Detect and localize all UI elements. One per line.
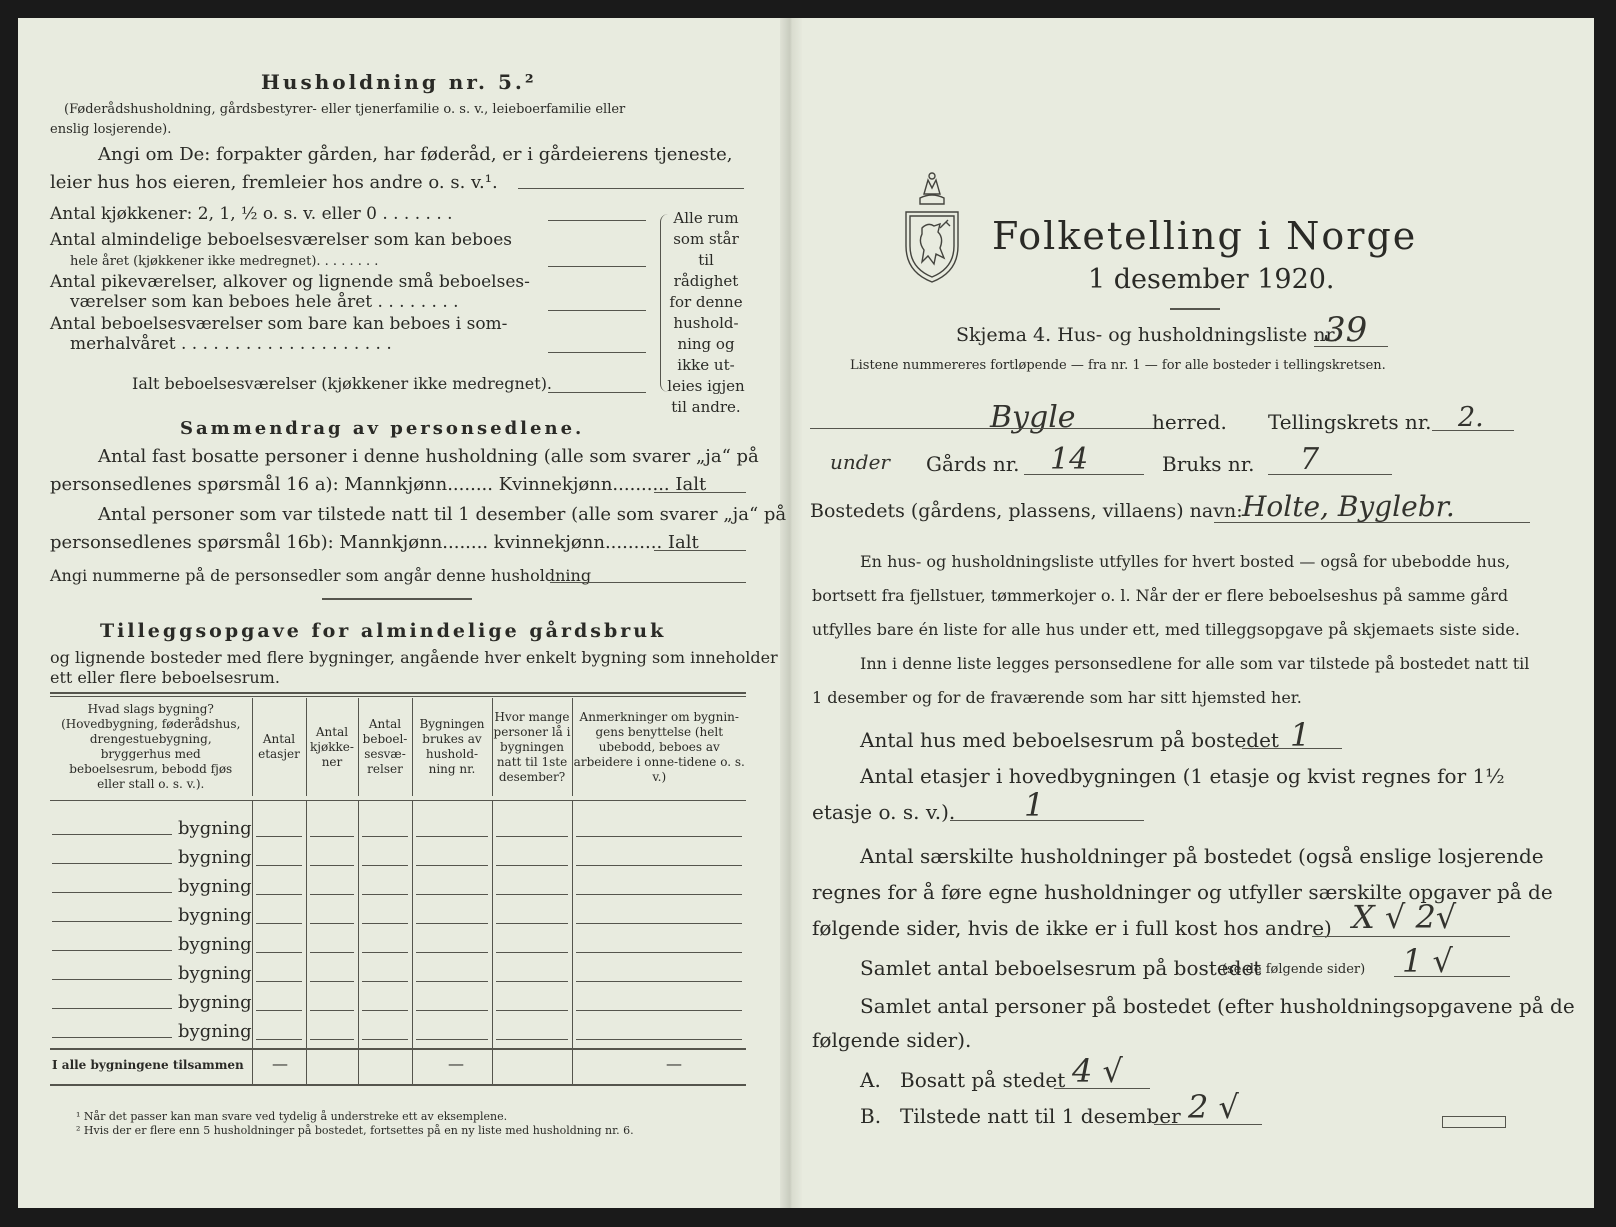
angi-line-1: Angi om De: forpakter gården, har føderåd, er i gårdeierens tjeneste,	[98, 144, 733, 165]
q-sommer-2: merhalvåret . . . . . . . . . . . . . . . . . . . .	[70, 334, 392, 354]
a-line	[1054, 1088, 1150, 1089]
total-dash-husholdning: —	[448, 1054, 464, 1073]
skjema-number: 39	[1324, 310, 1368, 350]
brace-note-line: Alle rum	[673, 209, 739, 227]
q-hus-value: 1	[1290, 716, 1311, 754]
building-row-label: bygning	[178, 818, 252, 839]
brace-note-line: rådighet	[673, 272, 739, 290]
building-row-cell-line	[416, 923, 488, 924]
table-column-divider	[572, 800, 573, 1084]
q-sommer-1: Antal beboelsesværelser som bare kan beboes i som-	[50, 314, 508, 334]
household-title: Husholdning nr. 5.²	[261, 70, 537, 94]
tillegg-line-2: ett eller flere beboelsesrum.	[50, 668, 280, 687]
angi-line-2: leier hus hos eieren, fremleier hos andre o. s. v.¹.	[50, 172, 498, 193]
building-row-cell-line	[416, 1039, 488, 1040]
total-bottom-rule	[50, 1084, 746, 1086]
building-row-cell-line	[496, 952, 568, 953]
building-row-cell-line	[362, 865, 408, 866]
q-etasjer-2: etasje o. s. v.).	[812, 800, 956, 824]
building-row-cell-line	[256, 981, 302, 982]
building-row-cell-line	[310, 894, 354, 895]
total-dash-etasjer: —	[272, 1054, 288, 1073]
table-top-rule-2	[50, 696, 746, 697]
building-row-cell-line	[496, 981, 568, 982]
q-etasjer-line	[950, 820, 1144, 821]
building-row-entry-line	[52, 979, 172, 980]
tellingskrets-value: 2.	[1458, 402, 1484, 433]
building-row-cell-line	[576, 1010, 742, 1011]
table-column-divider	[492, 800, 493, 1084]
q-samlet-rum-value: 1 √	[1402, 942, 1453, 980]
tillegg-title: Tilleggsopgave for almindelige gårdsbruk	[100, 620, 667, 642]
building-row-cell-line	[416, 894, 488, 895]
brace-note-line: til andre.	[671, 398, 741, 416]
header-beboelsesvaerelser: Antal beboel-sesvæ-relser	[358, 698, 412, 796]
building-row-label: bygning	[178, 876, 252, 897]
building-row-cell-line	[496, 1010, 568, 1011]
building-row-cell-line	[496, 923, 568, 924]
b-value: 2 √	[1188, 1088, 1239, 1126]
b-label: B.	[860, 1104, 882, 1128]
building-row-label: bygning	[178, 934, 252, 955]
building-row-cell-line	[256, 865, 302, 866]
building-row-cell-line	[496, 865, 568, 866]
tilst-ialt-line	[654, 550, 746, 551]
q-saerskilte-value: X √ 2√	[1352, 898, 1457, 936]
header-bygning: Hvad slags bygning? (Hovedbygning, føderådshus, drengestuebygning, bryggerhus med beboelsesrum, bebodd fjøs eller stall o. s. v.).	[61, 702, 241, 791]
q-sommer-line	[548, 352, 646, 353]
angi-answer-line	[518, 188, 744, 189]
bruks-value: 7	[1300, 442, 1320, 477]
b-line	[1154, 1124, 1262, 1125]
buildings-table	[50, 698, 746, 796]
a-value: 4 √	[1072, 1052, 1123, 1090]
building-row-cell-line	[310, 1039, 354, 1040]
info-line-1: En hus- og husholdningsliste utfylles for hvert bosted — også for ubebodde hus,	[860, 552, 1511, 571]
census-title: Folketelling i Norge	[992, 214, 1418, 258]
herred-label: herred.	[1152, 410, 1227, 434]
sammendrag-fast-1: Antal fast bosatte personer i denne husholdning (alle som svarer „ja“ på	[98, 446, 759, 467]
q-hus: Antal hus med beboelsesrum på bostedet	[860, 728, 1279, 752]
right-page	[802, 18, 1594, 1208]
listene-note: Listene nummereres fortløpende — fra nr. 1 — for alle bosteder i tellingskretsen.	[850, 358, 1386, 373]
table-column-divider	[412, 800, 413, 1084]
herred-value: Bygle	[990, 400, 1076, 435]
q-alm-1: Antal almindelige beboelsesværelser som kan beboes	[50, 230, 512, 250]
footnote-1: ¹ Når det passer kan man svare ved tydelig å understreke ett av eksemplene.	[76, 1110, 508, 1123]
bosted-value: Holte, Byglebr.	[1242, 490, 1455, 523]
q-etasjer-value: 1	[1024, 786, 1045, 824]
sammendrag-nummer: Angi nummerne på de personsedler som angår denne husholdning	[50, 566, 592, 585]
q-saerskilte-2: regnes for å føre egne husholdninger og utfyller særskilte opgaver på de	[812, 880, 1553, 904]
building-row-cell-line	[256, 1039, 302, 1040]
building-row-entry-line	[52, 892, 172, 893]
building-row-label: bygning	[178, 963, 252, 984]
building-row-cell-line	[256, 952, 302, 953]
building-row-cell-line	[416, 952, 488, 953]
skjema-label: Skjema 4. Hus- og husholdningsliste nr.	[956, 324, 1339, 346]
section-divider	[322, 598, 472, 600]
gards-prefix: under	[830, 450, 890, 474]
nummer-line	[550, 582, 746, 583]
household-subtitle-1: (Føderådshusholdning, gårdsbestyrer- eller tjenerfamilie o. s. v., leieboerfamilie eller	[64, 102, 626, 117]
gards-value: 14	[1050, 442, 1089, 477]
brace-note-line: for denne	[669, 293, 743, 311]
q-saerskilte-1: Antal særskilte husholdninger på bostedet (også enslige losjerende	[860, 844, 1544, 868]
q-alm-line	[548, 266, 646, 267]
q-samlet-rum: Samlet antal beboelsesrum på bostedet	[860, 956, 1262, 980]
building-row-entry-line	[52, 1037, 172, 1038]
table-column-divider	[306, 800, 307, 1084]
fast-ialt-line	[654, 492, 746, 493]
footnote-2: ² Hvis der er flere enn 5 husholdninger på bostedet, fortsettes på en ny liste med husholdning nr. 6.	[76, 1124, 634, 1137]
building-row-cell-line	[576, 923, 742, 924]
header-bottom-rule	[50, 800, 746, 801]
building-row-label: bygning	[178, 1021, 252, 1042]
building-row-cell-line	[362, 923, 408, 924]
q-pike-1: Antal pikeværelser, alkover og lignende små beboelses-	[50, 272, 530, 292]
norwegian-coat-of-arms-icon	[900, 168, 964, 286]
left-page	[18, 18, 787, 1208]
a-text: Bosatt på stedet	[900, 1068, 1066, 1092]
tillegg-line-1: og lignende bosteder med flere bygninger, angående hver enkelt bygning som inneholder	[50, 648, 778, 667]
q-samlet-pers-2: følgende sider).	[812, 1028, 972, 1052]
building-row-cell-line	[576, 836, 742, 837]
brace-note-line: som står til	[673, 230, 739, 269]
building-row-cell-line	[576, 1039, 742, 1040]
q-kjokkener: Antal kjøkkener: 2, 1, ½ o. s. v. eller 0 . . . . . . .	[50, 204, 453, 224]
q-samlet-rum-line	[1394, 976, 1510, 977]
building-row-cell-line	[416, 865, 488, 866]
info-line-3: utfylles bare én liste for alle hus under ett, med tilleggsopgave på skjemaets siste side.	[812, 620, 1520, 639]
building-row-cell-line	[576, 865, 742, 866]
sammendrag-title: Sammendrag av personsedlene.	[180, 418, 585, 439]
table-column-divider	[252, 800, 253, 1084]
bosted-line	[1214, 522, 1530, 523]
sammendrag-fast-2: personsedlenes spørsmål 16 a): Mannkjønn........ Kvinnekjønn.......... Ialt	[50, 474, 707, 495]
q-ialt-line	[548, 392, 646, 393]
total-top-rule	[50, 1048, 746, 1050]
building-row-cell-line	[576, 952, 742, 953]
total-dash-anmerkninger: —	[666, 1054, 682, 1073]
table-column-divider	[358, 800, 359, 1084]
gards-line	[1024, 474, 1144, 475]
building-row-cell-line	[310, 952, 354, 953]
page-fold	[780, 18, 802, 1208]
q-hus-line	[1242, 748, 1342, 749]
building-row-label: bygning	[178, 905, 252, 926]
building-row-cell-line	[310, 1010, 354, 1011]
building-row-cell-line	[256, 836, 302, 837]
bruks-line	[1268, 474, 1392, 475]
building-row-cell-line	[496, 894, 568, 895]
building-row-cell-line	[496, 836, 568, 837]
info-line-5: 1 desember og for de fraværende som har sitt hjemsted her.	[812, 688, 1302, 707]
building-row-cell-line	[576, 981, 742, 982]
brace-note-line: ikke ut-	[677, 356, 735, 374]
building-row-entry-line	[52, 863, 172, 864]
total-label: I alle bygningene tilsammen	[52, 1058, 244, 1072]
q-samlet-pers-1: Samlet antal personer på bostedet (efter husholdningsopgavene på de	[860, 994, 1575, 1018]
building-row-cell-line	[256, 894, 302, 895]
building-row-cell-line	[362, 894, 408, 895]
q-saerskilte-3: følgende sider, hvis de ikke er i full kost hos andre)	[812, 916, 1332, 940]
q-saerskilte-line	[1312, 936, 1510, 937]
building-row-cell-line	[416, 1010, 488, 1011]
building-row-cell-line	[496, 1039, 568, 1040]
herred-line	[810, 428, 1162, 429]
building-row-cell-line	[576, 894, 742, 895]
building-row-cell-line	[416, 836, 488, 837]
building-row-entry-line	[52, 950, 172, 951]
header-etasjer: Antal etasjer	[252, 698, 306, 796]
header-husholdning-nr: Bygningen brukes av hushold-ning nr.	[412, 698, 492, 796]
table-top-rule	[50, 692, 746, 694]
gards-label: Gårds nr.	[926, 452, 1020, 476]
brace-note-line: hushold-	[673, 314, 739, 332]
brace-note-line: leies igjen	[667, 377, 745, 395]
a-label: A.	[860, 1068, 881, 1092]
building-row-entry-line	[52, 1008, 172, 1009]
bosted-label: Bostedets (gårdens, plassens, villaens) navn:	[810, 500, 1243, 522]
date-rule	[1170, 308, 1220, 310]
building-row-cell-line	[362, 981, 408, 982]
tellingskrets-label: Tellingskrets nr.	[1268, 410, 1432, 434]
building-row-entry-line	[52, 921, 172, 922]
building-row-cell-line	[416, 981, 488, 982]
sammendrag-tilst-2: personsedlenes spørsmål 16b): Mannkjønn........ kvinnekjønn.......... Ialt	[50, 532, 699, 553]
household-subtitle-2: enslig losjerende).	[50, 122, 172, 137]
q-kjokkener-line	[548, 220, 646, 221]
census-date: 1 desember 1920.	[1088, 264, 1335, 295]
table-header-row	[50, 698, 746, 796]
building-row-cell-line	[310, 923, 354, 924]
building-row-cell-line	[310, 836, 354, 837]
tellingskrets-line	[1432, 430, 1514, 431]
header-personer: Hvor mange personer lå i bygningen natt til 1ste desember?	[492, 698, 572, 796]
header-anmerkninger: Anmerkninger om bygnin-gens benyttelse (helt ubebodd, beboes av arbeidere i onne-tidene o. s. v.)	[572, 698, 746, 796]
info-line-2: bortsett fra fjellstuer, tømmerkojer o. l. Når der er flere beboelseshus på samme gård	[812, 586, 1509, 605]
q-pike-2: værelser som kan beboes hele året . . . . . . . .	[70, 292, 459, 312]
building-row-label: bygning	[178, 847, 252, 868]
building-row-cell-line	[310, 865, 354, 866]
building-row-cell-line	[256, 923, 302, 924]
building-row-cell-line	[310, 981, 354, 982]
building-row-label: bygning	[178, 992, 252, 1013]
building-row-cell-line	[362, 1039, 408, 1040]
skjema-number-line	[1314, 346, 1388, 347]
info-line-4: Inn i denne liste legges personsedlene for alle som var tilstede på bostedet natt til	[860, 654, 1530, 673]
header-kjokkener: Antal kjøkke-ner	[306, 698, 358, 796]
building-row-cell-line	[362, 1010, 408, 1011]
printer-stamp	[1442, 1116, 1506, 1128]
q-pike-line	[548, 310, 646, 311]
q-ialt: Ialt beboelsesværelser (kjøkkener ikke medregnet).	[132, 374, 553, 393]
bruks-label: Bruks nr.	[1162, 452, 1255, 476]
brace-note-line: ning og	[677, 335, 735, 353]
building-row-cell-line	[362, 836, 408, 837]
building-row-cell-line	[362, 952, 408, 953]
brace-note	[664, 208, 748, 418]
q-etasjer-1: Antal etasjer i hovedbygningen (1 etasje og kvist regnes for 1½	[860, 764, 1505, 788]
b-text: Tilstede natt til 1 desember	[900, 1104, 1181, 1128]
q-samlet-rum-note: (se de følgende sider)	[1222, 962, 1366, 977]
building-row-entry-line	[52, 834, 172, 835]
building-row-cell-line	[256, 1010, 302, 1011]
q-alm-2: hele året (kjøkkener ikke medregnet). . . . . . . .	[70, 254, 379, 269]
sammendrag-tilst-1: Antal personer som var tilstede natt til 1 desember (alle som svarer „ja“ på	[98, 504, 787, 525]
